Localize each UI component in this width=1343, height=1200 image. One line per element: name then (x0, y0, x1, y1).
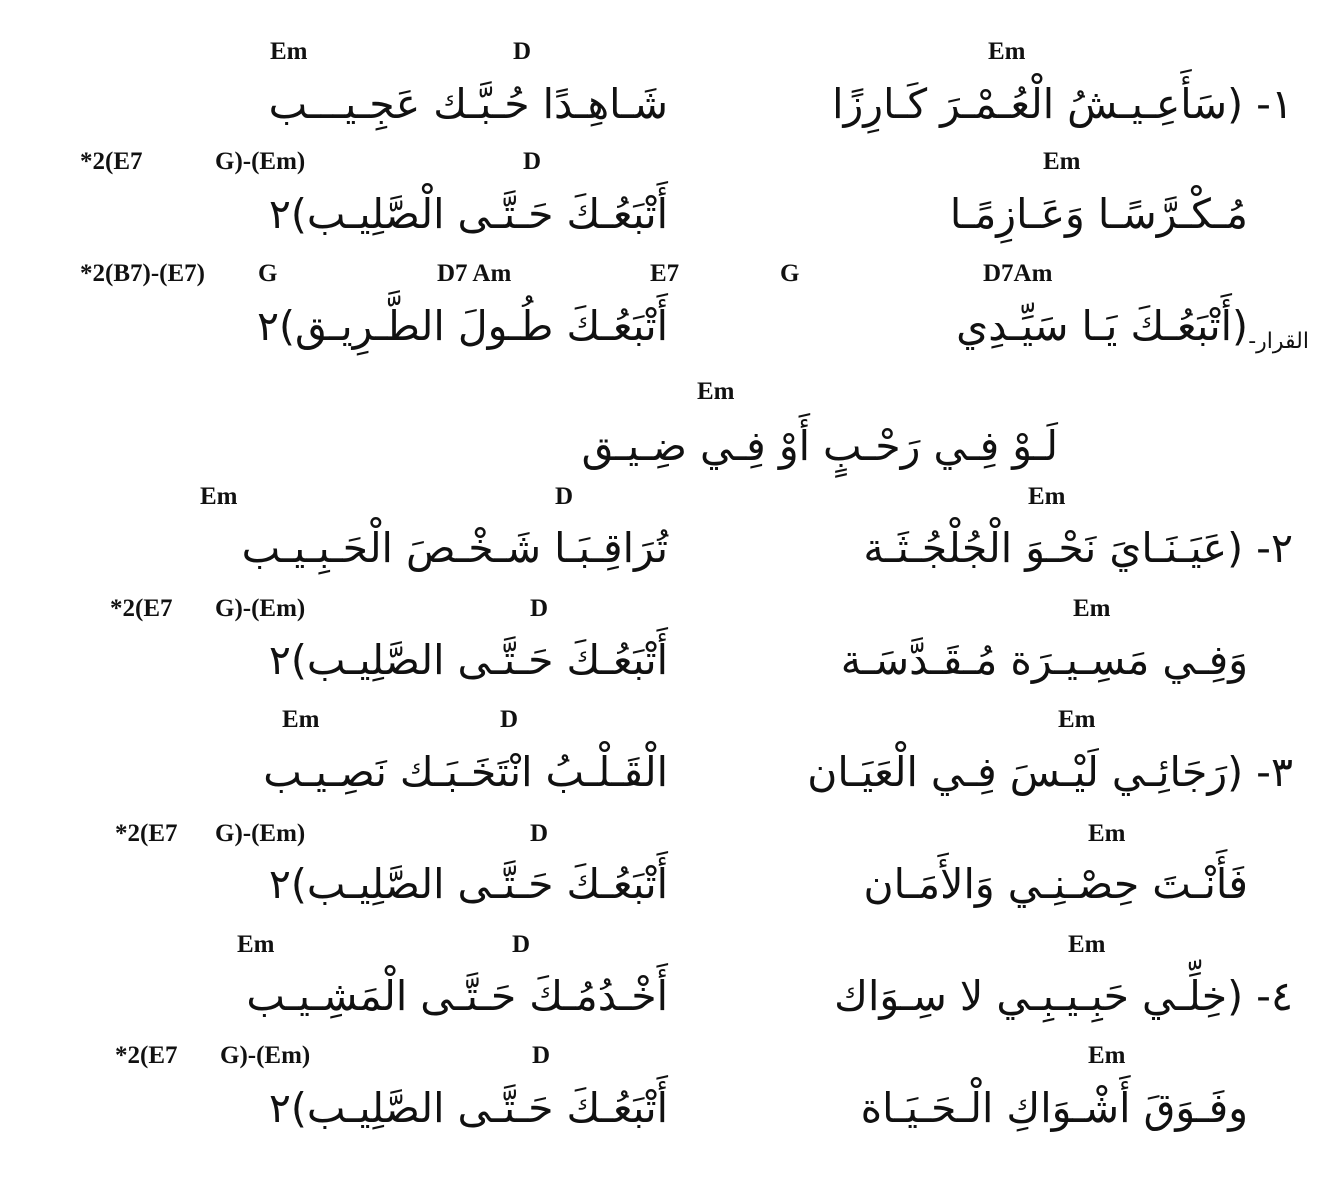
chord-label: D7Am (983, 260, 1053, 287)
chord-label: Em (1043, 148, 1081, 175)
chord-label: Em (200, 483, 238, 510)
chord-label: *2(E7 (110, 595, 173, 622)
lyric-left: أَخْـدُمُـكَ حَـتَّـى الْمَشِـيـب (246, 972, 668, 1020)
lyric-right: ٣- (رَجَائِـي لَيْـسَ فِـي الْعَيَـان (807, 748, 1293, 796)
lyric-left: شَـاهِـدًا حُـبَّـك عَجِـيـــب (268, 80, 668, 128)
chord-label: D (500, 706, 519, 733)
chord-label: Em (1088, 1042, 1126, 1069)
lyric-right: فَأَنْـتَ حِصْـنِـي وَالأَمَـان (863, 860, 1248, 908)
lyric-left: أَتْبَعُـكَ حَـتَّـى الصَّلِيـب)٢ (268, 860, 668, 908)
chord-label: Em (1058, 706, 1096, 733)
chord-label: G)-(Em) (215, 148, 306, 175)
chord-label: Em (270, 38, 308, 65)
chord-label: Em (237, 931, 275, 958)
lyric-right: مُـكْـرَّسًـا وَعَـازِمًـا (949, 190, 1248, 238)
lyric-left: أَتْبَعُـكَ حَـتَّـى الْصَّلِيـب)٢ (268, 190, 668, 238)
lyric-right: ٤- (خِلِّـي حَبِـيـبِـي لا سِـوَاك (834, 972, 1293, 1020)
lyric-right: ٢- (عَيَـنَـايَ نَحْـوَ الْجُلْجُـثَـة (863, 524, 1293, 572)
lyric-right: وفَـوَقَ أَشْـوَاكِ الْـحَـيَـاة (860, 1084, 1248, 1132)
chord-label: D (512, 931, 531, 958)
chord-label: D (530, 820, 549, 847)
chord-label: G (258, 260, 278, 287)
chord-label: *2(E7 (115, 1042, 178, 1069)
lyric-center: لَـوْ فِـي رَحْـبٍ أَوْ فِـي ضِـيـق (581, 422, 1058, 470)
lyric-left: أَتْبَعُـكَ طُـولَ الطَّـرِيـق)٢ (257, 302, 668, 350)
chord-label: *2(E7 (80, 148, 143, 175)
lyric-right: (أَتْبَعُـكَ يَـا سَيِّـدِي (956, 302, 1248, 350)
chord-label: Em (697, 378, 735, 405)
chorus-label: القرار- (1248, 329, 1309, 354)
chord-label: *2(E7 (115, 820, 178, 847)
chord-label: E7 (650, 260, 680, 287)
lyric-left: أَتْبَعُـكَ حَـتَّـى الصَّلِيـب)٢ (268, 1084, 668, 1132)
chord-label: *2(B7)-(E7) (80, 260, 205, 287)
chord-label: D (555, 483, 574, 510)
chord-label: Em (1028, 483, 1066, 510)
chord-label: Em (282, 706, 320, 733)
chord-label: D (532, 1042, 551, 1069)
chord-label: Em (1073, 595, 1111, 622)
chord-label: Em (1068, 931, 1106, 958)
chord-label: G)-(Em) (215, 820, 306, 847)
chord-label: G)-(Em) (220, 1042, 311, 1069)
chord-label: D (530, 595, 549, 622)
lyric-right: وَفِـي مَسِـيـرَة مُـقَـدَّسَـة (840, 636, 1248, 684)
chord-label: Em (1088, 820, 1126, 847)
chord-label: D (513, 38, 532, 65)
lyric-left: أَتْبَعُـكَ حَـتَّـى الصَّلِيـب)٢ (268, 636, 668, 684)
chord-label: G (780, 260, 800, 287)
lyric-left: الْقَـلْـبُ انْتَخَـبَـك نَصِـيـب (263, 748, 668, 796)
chord-label: D7 Am (437, 260, 512, 287)
lyric-right: ١- (سَأَعِـيـشُ الْعُـمْـرَ كَـارِزًا (832, 80, 1293, 128)
chord-label: D (523, 148, 542, 175)
chord-label: Em (988, 38, 1026, 65)
chord-label: G)-(Em) (215, 595, 306, 622)
lyric-left: تُرَاقِـبَـا شَـخْـصَ الْحَـبِـيـب (241, 524, 668, 572)
